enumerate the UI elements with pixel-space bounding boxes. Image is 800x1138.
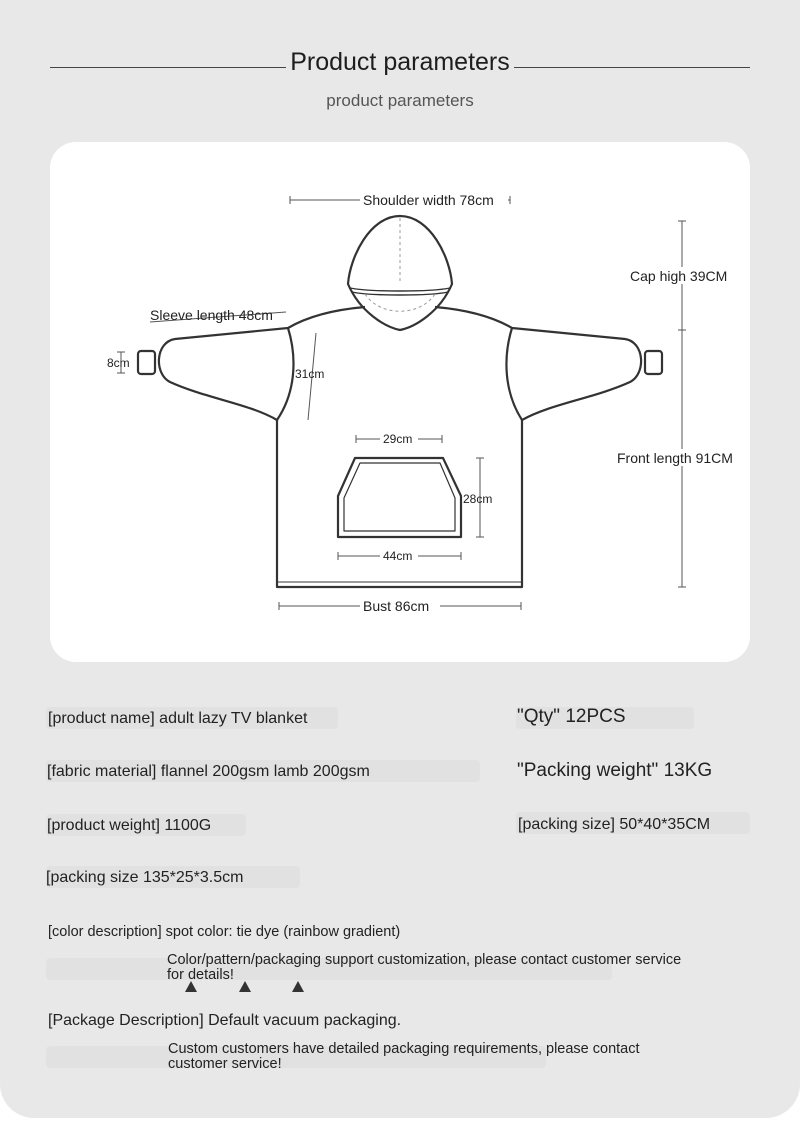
package-description: [Package Description] Default vacuum packaging. bbox=[48, 1012, 402, 1029]
page-title-text: Product parameters bbox=[286, 48, 514, 76]
cuff-width-label: 8cm bbox=[107, 356, 130, 370]
spec-product-weight: [product weight] 1100G bbox=[47, 817, 212, 834]
right-armhole bbox=[506, 328, 522, 420]
hoodie-size-diagram bbox=[50, 142, 750, 662]
spec-packing-weight: "Packing weight" 13KG bbox=[517, 760, 713, 781]
hood-trim-inner bbox=[352, 292, 448, 295]
hood-trim bbox=[350, 288, 450, 291]
color-description: [color description] spot color: tie dye (rainbow gradient) bbox=[48, 924, 401, 940]
spec-product-name: [product name] adult lazy TV blanket bbox=[48, 710, 308, 727]
size-diagram-card bbox=[50, 142, 750, 662]
spec-box-packing-size: [packing size] 50*40*35CM bbox=[518, 816, 711, 833]
right-cuff bbox=[645, 351, 662, 374]
left-shoulder-sleeve bbox=[159, 307, 365, 420]
hood-opening bbox=[365, 294, 435, 311]
customization-note: Color/pattern/packaging support customization, please contact customer service for details! bbox=[167, 952, 682, 983]
triangle-marker-icon bbox=[185, 981, 197, 992]
front-length-label: Front length 91CM bbox=[617, 450, 733, 466]
pocket-bottom-label: 44cm bbox=[383, 549, 413, 563]
triangle-marker-icon bbox=[292, 981, 304, 992]
sleeve-length-label: Sleeve length 48cm bbox=[150, 307, 273, 323]
left-cuff bbox=[138, 351, 155, 374]
page-title bbox=[0, 48, 800, 77]
left-armhole bbox=[277, 328, 293, 420]
triangle-marker-icon bbox=[239, 981, 251, 992]
spec-item-packing-size: [packing size 135*25*3.5cm bbox=[46, 869, 244, 886]
shoulder-width-label: Shoulder width 78cm bbox=[363, 192, 494, 208]
cap-high-label: Cap high 39CM bbox=[630, 268, 728, 284]
custom-packaging-note: Custom customers have detailed packaging requirements, please contact customer service! bbox=[168, 1041, 640, 1072]
pocket-top-label: 29cm bbox=[383, 432, 413, 446]
page-subtitle: product parameters bbox=[326, 91, 474, 110]
pocket-height-label: 28cm bbox=[463, 492, 493, 506]
bust-label: Bust 86cm bbox=[363, 598, 430, 614]
spec-fabric-material: [fabric material] flannel 200gsm lamb 200gsm bbox=[47, 763, 370, 780]
armhole-label: 31cm bbox=[295, 367, 325, 381]
spec-qty: "Qty" 12PCS bbox=[517, 706, 626, 727]
pocket-inner bbox=[344, 463, 455, 531]
right-shoulder-sleeve bbox=[435, 307, 641, 420]
